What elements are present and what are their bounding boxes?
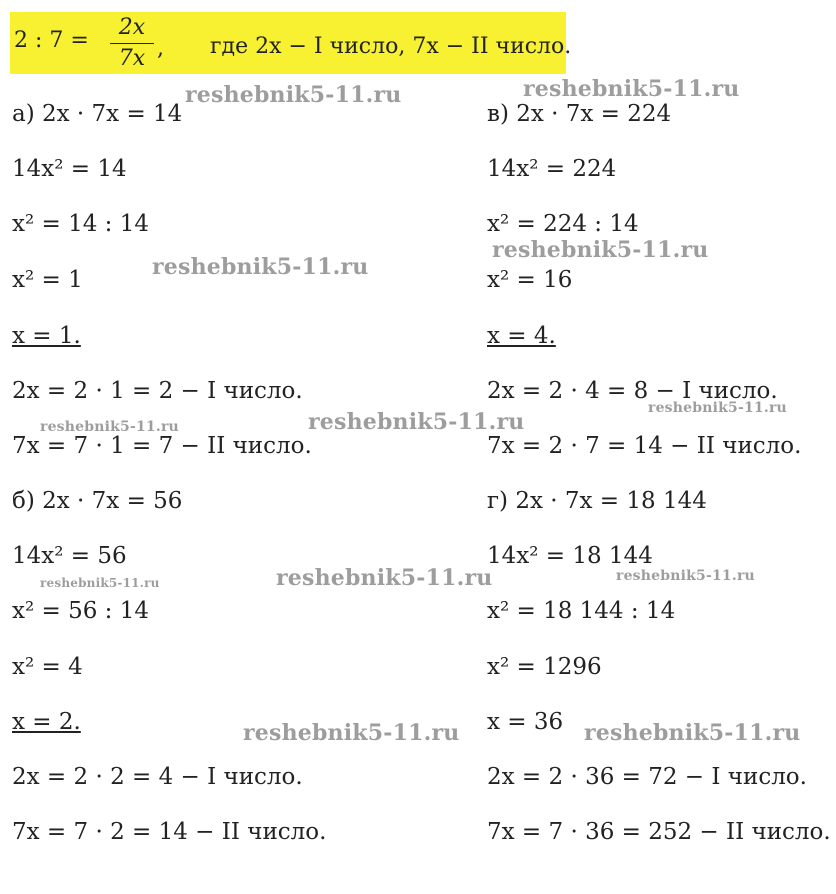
ratio-expression: 2 : 7 =: [14, 28, 89, 53]
watermark: reshebnik5-11.ru: [584, 720, 801, 746]
fraction-numerator: 2x: [118, 15, 146, 40]
g-line-7: 7x = 7 · 36 = 252 − II число.: [487, 819, 831, 845]
g-line-3: x² = 18 144 : 14: [487, 598, 676, 624]
v-line-3: x² = 224 : 14: [487, 211, 639, 237]
g-line-6: 2x = 2 · 36 = 72 − I число.: [487, 764, 807, 790]
b-line-6: 2x = 2 · 2 = 4 − I число.: [12, 764, 303, 790]
v-line-4: x² = 16: [487, 267, 573, 293]
g-line-1: г) 2x · 7x = 18 144: [487, 488, 707, 514]
b-line-7: 7x = 7 · 2 = 14 − II число.: [12, 819, 327, 845]
g-line-5: x = 36: [487, 709, 564, 735]
v-line-2: 14x² = 224: [487, 156, 617, 182]
v-line-7: 7x = 2 · 7 = 14 − II число.: [487, 433, 802, 459]
a-line-2: 14x² = 14: [12, 156, 127, 182]
b-line-4: x² = 4: [12, 654, 83, 680]
watermark: reshebnik5-11.ru: [616, 568, 755, 584]
watermark: reshebnik5-11.ru: [492, 237, 709, 263]
watermark: reshebnik5-11.ru: [40, 576, 160, 590]
v-line-5: [487, 322, 556, 350]
a-line-7: 7x = 7 · 1 = 7 − II число.: [12, 433, 312, 459]
header-highlight: [10, 12, 572, 74]
fraction-denominator: 7x: [118, 46, 146, 71]
header-comma: ,: [157, 36, 164, 61]
watermark: reshebnik5-11.ru: [276, 565, 493, 591]
b-line-3: x² = 56 : 14: [12, 598, 149, 624]
watermark: reshebnik5-11.ru: [308, 409, 525, 435]
a-answer: x = 1.: [12, 323, 81, 349]
g-line-2: 14x² = 18 144: [487, 543, 653, 569]
fraction-bar: [110, 43, 154, 44]
watermark: reshebnik5-11.ru: [40, 419, 179, 435]
a-line-6: 2x = 2 · 1 = 2 − I число.: [12, 378, 303, 404]
b-line-2: 14x² = 56: [12, 543, 127, 569]
v-line-1: в) 2x · 7x = 224: [487, 101, 672, 127]
watermark: reshebnik5-11.ru: [523, 76, 740, 102]
watermark: reshebnik5-11.ru: [648, 400, 787, 416]
header-note: где 2x − I число, 7x − II число.: [210, 34, 572, 59]
a-line-4: x² = 1: [12, 267, 83, 293]
v-line-6: 2x = 2 · 4 = 8 − I число.: [487, 378, 778, 404]
watermark: reshebnik5-11.ru: [185, 82, 402, 108]
watermark: reshebnik5-11.ru: [152, 254, 369, 280]
a-line-5: [12, 322, 81, 350]
b-answer: x = 2.: [12, 709, 81, 735]
g-line-4: x² = 1296: [487, 654, 602, 680]
v-answer: x = 4.: [487, 323, 556, 349]
a-line-1: а) 2x · 7x = 14: [12, 101, 183, 127]
ratio-fraction: [110, 15, 154, 72]
a-line-3: x² = 14 : 14: [12, 211, 149, 237]
watermark: reshebnik5-11.ru: [243, 720, 460, 746]
b-line-5: [12, 708, 81, 736]
b-line-1: б) 2x · 7x = 56: [12, 488, 183, 514]
